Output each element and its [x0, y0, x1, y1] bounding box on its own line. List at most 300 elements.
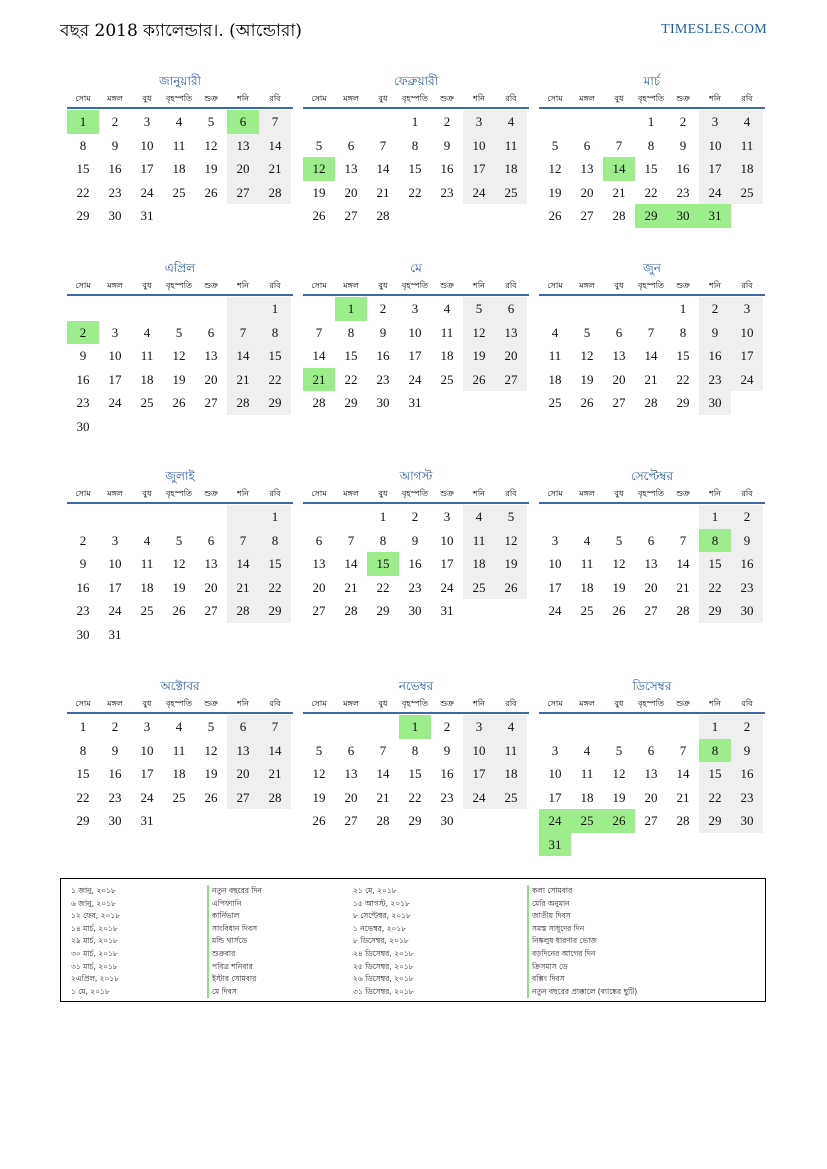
day-cell: 2 — [411, 509, 419, 524]
day-cell: 7 — [679, 532, 687, 548]
day-cell: 5 — [615, 532, 623, 548]
month-calendar — [303, 677, 529, 833]
weekday-label: মঙ্গল — [343, 699, 359, 708]
day-cell: 24 — [699, 181, 731, 205]
weekday-label: সোম — [75, 489, 91, 498]
day-cell: 8 — [259, 529, 291, 553]
day-cell: 26 — [580, 395, 594, 410]
day-cell: 2 — [79, 532, 87, 548]
empty-cell — [163, 505, 195, 529]
day-cell: 5 — [315, 137, 323, 153]
day-cell: 1 — [679, 301, 687, 316]
weekday-header — [303, 90, 529, 109]
day-cell: 13 — [495, 321, 527, 345]
legend-name: মে দিবস — [207, 986, 262, 999]
weekday-label: সোম — [75, 699, 91, 708]
day-cell: 17 — [463, 762, 495, 786]
day-cell: 10 — [548, 766, 562, 781]
weekday-label: মঙ্গল — [107, 281, 123, 290]
weekday-label: শুক্র — [204, 489, 218, 498]
day-cell: 30 — [699, 391, 731, 415]
weekday-label: মঙ্গল — [343, 94, 359, 103]
day-cell: 18 — [495, 762, 527, 786]
weekday-label: বুধ — [614, 94, 624, 103]
day-cell: 21 — [227, 368, 259, 392]
day-cell: 12 — [172, 348, 186, 363]
day-cell: 25 — [463, 576, 495, 600]
day-cell: 27 — [227, 786, 259, 810]
weekday-label: মঙ্গল — [579, 281, 595, 290]
weekday-header — [67, 90, 293, 109]
day-cell: 4 — [463, 505, 495, 529]
day-cell: 2 — [111, 719, 119, 734]
day-cell: 9 — [79, 556, 87, 571]
weekday-label: বুধ — [142, 281, 152, 290]
day-cell: 15 — [408, 161, 422, 176]
day-cell: 10 — [140, 742, 154, 758]
day-cell: 28 — [344, 603, 358, 618]
day-cell: 18 — [440, 348, 454, 363]
day-cell: 8 — [79, 137, 87, 153]
legend-names-left — [207, 885, 262, 998]
weekday-label: বুধ — [142, 489, 152, 498]
day-cell: 15 — [259, 344, 291, 368]
site-link[interactable]: TIMESLES.COM — [661, 22, 767, 37]
legend-date: ২৯ মার্চ, ২০১৮ — [71, 936, 118, 946]
day-cell: 4 — [143, 532, 151, 548]
day-cell: 31 — [140, 208, 154, 223]
day-cell: 14 — [603, 157, 635, 181]
day-cell: 9 — [411, 532, 419, 548]
month-name: আগস্ট — [399, 469, 433, 483]
weekday-label: রবি — [505, 94, 517, 103]
day-cell: 24 — [408, 371, 422, 387]
day-cell: 28 — [612, 208, 626, 223]
day-cell: 15 — [699, 552, 731, 576]
weekday-label: শনি — [473, 281, 485, 290]
legend-date: ১ জানু, ২০১৮ — [71, 886, 116, 895]
day-cell: 28 — [676, 813, 690, 828]
day-cell: 6 — [315, 532, 323, 548]
empty-cell — [303, 715, 335, 739]
day-cell: 5 — [495, 505, 527, 529]
day-cell: 12 — [612, 556, 626, 571]
empty-cell — [195, 505, 227, 529]
month-name: জুলাই — [165, 469, 195, 483]
days-grid — [539, 505, 765, 623]
day-cell: 22 — [76, 184, 90, 200]
empty-cell — [303, 505, 335, 529]
day-cell: 29 — [376, 603, 390, 618]
day-cell: 27 — [644, 813, 658, 828]
day-cell: 21 — [303, 368, 335, 392]
month-calendar — [67, 677, 293, 833]
day-cell: 15 — [76, 766, 90, 781]
day-cell: 3 — [463, 715, 495, 739]
day-cell: 31 — [539, 833, 571, 857]
legend-date: ১২ ফেব, ২০১৮ — [71, 911, 121, 921]
month-calendar — [539, 467, 765, 623]
day-cell: 23 — [699, 368, 731, 392]
day-cell: 12 — [303, 157, 335, 181]
month-name: জানুয়ারী — [159, 74, 201, 88]
day-cell: 8 — [679, 324, 687, 340]
day-cell: 26 — [495, 576, 527, 600]
weekday-label: শুক্র — [204, 699, 218, 708]
day-cell: 1 — [67, 110, 99, 134]
weekday-label: রবি — [741, 281, 753, 290]
day-cell: 19 — [204, 766, 218, 781]
day-cell: 6 — [207, 324, 215, 340]
day-cell: 17 — [140, 161, 154, 176]
empty-cell — [163, 297, 195, 321]
day-cell: 12 — [580, 348, 594, 363]
day-cell: 20 — [580, 184, 594, 200]
legend-date: ৩১ মার্চ, ২০১৮ — [71, 961, 118, 971]
day-cell: 29 — [76, 813, 90, 828]
day-cell: 20 — [312, 579, 326, 595]
day-cell: 13 — [344, 161, 358, 176]
day-cell: 18 — [172, 766, 186, 781]
day-cell: 7 — [647, 324, 655, 340]
holiday-legend — [60, 878, 766, 1002]
day-cell: 4 — [551, 324, 559, 340]
weekday-label: বৃহস্পতি — [165, 699, 193, 708]
legend-name: মন্ডি থার্সডে — [207, 935, 262, 948]
weekday-label: মঙ্গল — [579, 699, 595, 708]
day-cell: 29 — [76, 208, 90, 223]
month-calendar — [539, 259, 765, 415]
day-cell: 21 — [259, 762, 291, 786]
day-cell: 16 — [108, 161, 122, 176]
day-cell: 19 — [172, 579, 186, 595]
day-cell: 1 — [699, 715, 731, 739]
day-cell: 13 — [644, 766, 658, 781]
legend-name: নতুন বছরের দিন — [207, 885, 262, 898]
weekday-label: সোম — [311, 489, 327, 498]
day-cell: 25 — [571, 809, 603, 833]
day-cell: 26 — [312, 813, 326, 828]
day-cell: 24 — [463, 786, 495, 810]
days-grid — [539, 715, 765, 856]
day-cell: 21 — [376, 184, 390, 200]
days-grid — [303, 297, 529, 415]
weekday-header — [67, 277, 293, 296]
day-cell: 30 — [408, 603, 422, 618]
day-cell: 26 — [548, 208, 562, 223]
day-cell: 25 — [495, 786, 527, 810]
day-cell: 13 — [204, 348, 218, 363]
day-cell: 30 — [108, 813, 122, 828]
day-cell: 8 — [699, 739, 731, 763]
legend-name: বক্সিং দিবস — [527, 973, 637, 986]
day-cell: 26 — [172, 603, 186, 618]
day-cell: 24 — [463, 181, 495, 205]
day-cell: 6 — [583, 137, 591, 153]
day-cell: 19 — [612, 789, 626, 805]
weekday-header — [303, 695, 529, 714]
weekday-label: বুধ — [378, 699, 388, 708]
empty-cell — [335, 505, 367, 529]
day-cell: 7 — [259, 110, 291, 134]
day-cell: 3 — [463, 110, 495, 134]
day-cell: 22 — [259, 368, 291, 392]
day-cell: 24 — [548, 603, 562, 618]
weekday-label: রবি — [741, 94, 753, 103]
day-cell: 16 — [108, 766, 122, 781]
month-name: সেপ্টেম্বর — [630, 469, 674, 483]
month-calendar — [67, 259, 293, 438]
day-cell: 27 — [495, 368, 527, 392]
weekday-label: সোম — [311, 281, 327, 290]
weekday-header — [303, 277, 529, 296]
day-cell: 25 — [140, 395, 154, 410]
day-cell: 19 — [312, 789, 326, 805]
day-cell: 23 — [440, 184, 454, 200]
day-cell: 17 — [548, 579, 562, 595]
month-calendar — [303, 72, 529, 228]
weekday-label: রবি — [505, 489, 517, 498]
legend-name: এপিফ্যানি — [207, 898, 262, 911]
weekday-label: বৃহস্পতি — [637, 281, 665, 290]
weekday-label: বুধ — [614, 699, 624, 708]
day-cell: 22 — [676, 371, 690, 387]
weekday-label: সোম — [75, 94, 91, 103]
day-cell: 7 — [227, 321, 259, 345]
day-cell: 12 — [312, 766, 326, 781]
day-cell: 6 — [647, 742, 655, 758]
day-cell: 20 — [344, 184, 358, 200]
day-cell: 2 — [731, 505, 763, 529]
day-cell: 17 — [108, 579, 122, 595]
legend-date: ২এপ্রিল, ২০১৮ — [71, 974, 120, 984]
legend-date: ১ নভেম্বর, ২০১৮ — [353, 923, 407, 933]
day-cell: 6 — [347, 742, 355, 758]
day-cell: 22 — [699, 786, 731, 810]
day-cell: 5 — [175, 324, 183, 340]
day-cell: 27 — [612, 395, 626, 410]
legend-date: ৮ ডিসেম্বর, ২০১৮ — [353, 936, 409, 946]
weekday-label: শুক্র — [440, 94, 454, 103]
day-cell: 23 — [108, 184, 122, 200]
day-cell: 22 — [344, 371, 358, 387]
day-cell: 4 — [731, 110, 763, 134]
weekday-label: শনি — [709, 489, 721, 498]
weekday-header — [303, 485, 529, 504]
day-cell: 7 — [347, 532, 355, 548]
day-cell: 15 — [699, 762, 731, 786]
legend-name: নিষ্কলুষ ধারণার ভোজ — [527, 935, 637, 948]
day-cell: 30 — [731, 599, 763, 623]
day-cell: 24 — [140, 184, 154, 200]
day-cell: 8 — [259, 321, 291, 345]
weekday-label: শনি — [709, 94, 721, 103]
empty-cell — [571, 505, 603, 529]
day-cell: 3 — [111, 532, 119, 548]
day-cell: 15 — [76, 161, 90, 176]
weekday-label: শুক্র — [676, 699, 690, 708]
day-cell: 22 — [376, 579, 390, 595]
weekday-header — [67, 485, 293, 504]
legend-name: নতুন বছরের প্রাক্কালে (ব্যাঙ্কের ছুটি) — [527, 986, 637, 999]
day-cell: 9 — [699, 321, 731, 345]
weekday-label: সোম — [75, 281, 91, 290]
day-cell: 30 — [76, 626, 90, 642]
day-cell: 10 — [108, 556, 122, 571]
day-cell: 3 — [551, 532, 559, 548]
month-calendar — [303, 467, 529, 623]
day-cell: 24 — [440, 579, 454, 595]
day-cell: 24 — [140, 789, 154, 805]
day-cell: 11 — [463, 529, 495, 553]
month-calendar — [539, 677, 765, 856]
day-cell: 4 — [443, 301, 451, 316]
day-cell: 24 — [731, 368, 763, 392]
day-cell: 11 — [495, 134, 527, 158]
empty-cell — [667, 505, 699, 529]
weekday-label: সোম — [547, 94, 563, 103]
empty-cell — [335, 110, 367, 134]
day-cell: 13 — [227, 134, 259, 158]
day-cell: 3 — [731, 297, 763, 321]
day-cell: 26 — [463, 368, 495, 392]
day-cell: 18 — [548, 371, 562, 387]
day-cell: 9 — [679, 137, 687, 153]
month-name: নভেম্বর — [398, 679, 434, 693]
day-cell: 3 — [551, 742, 559, 758]
day-cell: 8 — [699, 529, 731, 553]
day-cell: 15 — [259, 552, 291, 576]
day-cell: 11 — [495, 739, 527, 763]
empty-cell — [571, 110, 603, 134]
empty-cell — [367, 715, 399, 739]
month-name: জুন — [643, 261, 661, 275]
day-cell: 5 — [207, 114, 215, 129]
day-cell: 4 — [495, 110, 527, 134]
legend-name: পবিত্র শনিবার — [207, 961, 262, 974]
day-cell: 26 — [612, 603, 626, 618]
day-cell: 21 — [612, 184, 626, 200]
empty-cell — [131, 297, 163, 321]
weekday-label: রবি — [269, 489, 281, 498]
day-cell: 21 — [644, 371, 658, 387]
day-cell: 13 — [612, 348, 626, 363]
weekday-label: বৃহস্পতি — [165, 489, 193, 498]
day-cell: 27 — [580, 208, 594, 223]
day-cell: 9 — [79, 348, 87, 363]
day-cell: 23 — [440, 789, 454, 805]
day-cell: 30 — [667, 204, 699, 228]
weekday-label: মঙ্গল — [107, 489, 123, 498]
day-cell: 7 — [615, 137, 623, 153]
weekday-label: রবি — [741, 489, 753, 498]
day-cell: 1 — [411, 114, 419, 129]
day-cell: 10 — [140, 137, 154, 153]
day-cell: 7 — [379, 137, 387, 153]
empty-cell — [603, 715, 635, 739]
day-cell: 11 — [440, 324, 454, 340]
days-grid — [539, 110, 765, 228]
day-cell: 16 — [440, 161, 454, 176]
legend-name: কার্নিভাল — [207, 910, 262, 923]
day-cell: 20 — [227, 157, 259, 181]
weekday-label: বৃহস্পতি — [401, 281, 429, 290]
day-cell: 13 — [580, 161, 594, 176]
day-cell: 28 — [376, 813, 390, 828]
day-cell: 3 — [443, 509, 451, 524]
legend-date: ২৪ ডিসেম্বর, ২০১৮ — [353, 948, 414, 958]
day-cell: 14 — [259, 739, 291, 763]
weekday-label: মঙ্গল — [579, 489, 595, 498]
day-cell: 12 — [495, 529, 527, 553]
weekday-header — [539, 277, 765, 296]
day-cell: 27 — [227, 181, 259, 205]
day-cell: 18 — [495, 157, 527, 181]
day-cell: 26 — [603, 809, 635, 833]
month-name: ফেব্রুয়ারী — [393, 74, 439, 88]
weekday-label: রবি — [269, 281, 281, 290]
day-cell: 4 — [143, 324, 151, 340]
day-cell: 8 — [647, 137, 655, 153]
day-cell: 9 — [731, 529, 763, 553]
weekday-label: রবি — [269, 94, 281, 103]
day-cell: 23 — [408, 579, 422, 595]
month-name: এপ্রিল — [164, 261, 196, 275]
day-cell: 24 — [539, 809, 571, 833]
day-cell: 29 — [635, 204, 667, 228]
day-cell: 6 — [647, 532, 655, 548]
day-cell: 18 — [140, 579, 154, 595]
day-cell: 6 — [207, 532, 215, 548]
legend-date: ১৪ মার্চ, ২০১৮ — [71, 923, 118, 933]
day-cell: 9 — [443, 137, 451, 153]
day-cell: 13 — [204, 556, 218, 571]
legend-date: ২৬ ডিসেম্বর, ২০১৮ — [353, 974, 414, 984]
day-cell: 1 — [379, 509, 387, 524]
day-cell: 2 — [67, 321, 99, 345]
day-cell: 20 — [344, 789, 358, 805]
day-cell: 17 — [140, 766, 154, 781]
day-cell: 22 — [408, 789, 422, 805]
day-cell: 6 — [347, 137, 355, 153]
weekday-label: সোম — [547, 699, 563, 708]
weekday-label: শুক্র — [440, 281, 454, 290]
weekday-label: বৃহস্পতি — [637, 489, 665, 498]
day-cell: 3 — [143, 114, 151, 129]
day-cell: 28 — [259, 181, 291, 205]
legend-date: ৩০ মার্চ, ২০১৮ — [71, 948, 118, 958]
day-cell: 14 — [644, 348, 658, 363]
day-cell: 14 — [312, 348, 326, 363]
empty-cell — [539, 110, 571, 134]
weekday-label: মঙ্গল — [343, 281, 359, 290]
weekday-label: বৃহস্পতি — [401, 94, 429, 103]
day-cell: 15 — [676, 348, 690, 363]
day-cell: 9 — [379, 324, 387, 340]
day-cell: 17 — [548, 789, 562, 805]
day-cell: 1 — [335, 297, 367, 321]
month-name: মে — [410, 261, 422, 275]
day-cell: 19 — [312, 184, 326, 200]
empty-cell — [227, 505, 259, 529]
day-cell: 5 — [175, 532, 183, 548]
day-cell: 6 — [495, 297, 527, 321]
day-cell: 14 — [344, 556, 358, 571]
page-title: বছর 2018 ক্যালেন্ডার।. (আন্ডোরা) — [60, 21, 302, 41]
day-cell: 29 — [408, 813, 422, 828]
month-name: ডিসেম্বর — [632, 679, 672, 693]
day-cell: 21 — [676, 579, 690, 595]
